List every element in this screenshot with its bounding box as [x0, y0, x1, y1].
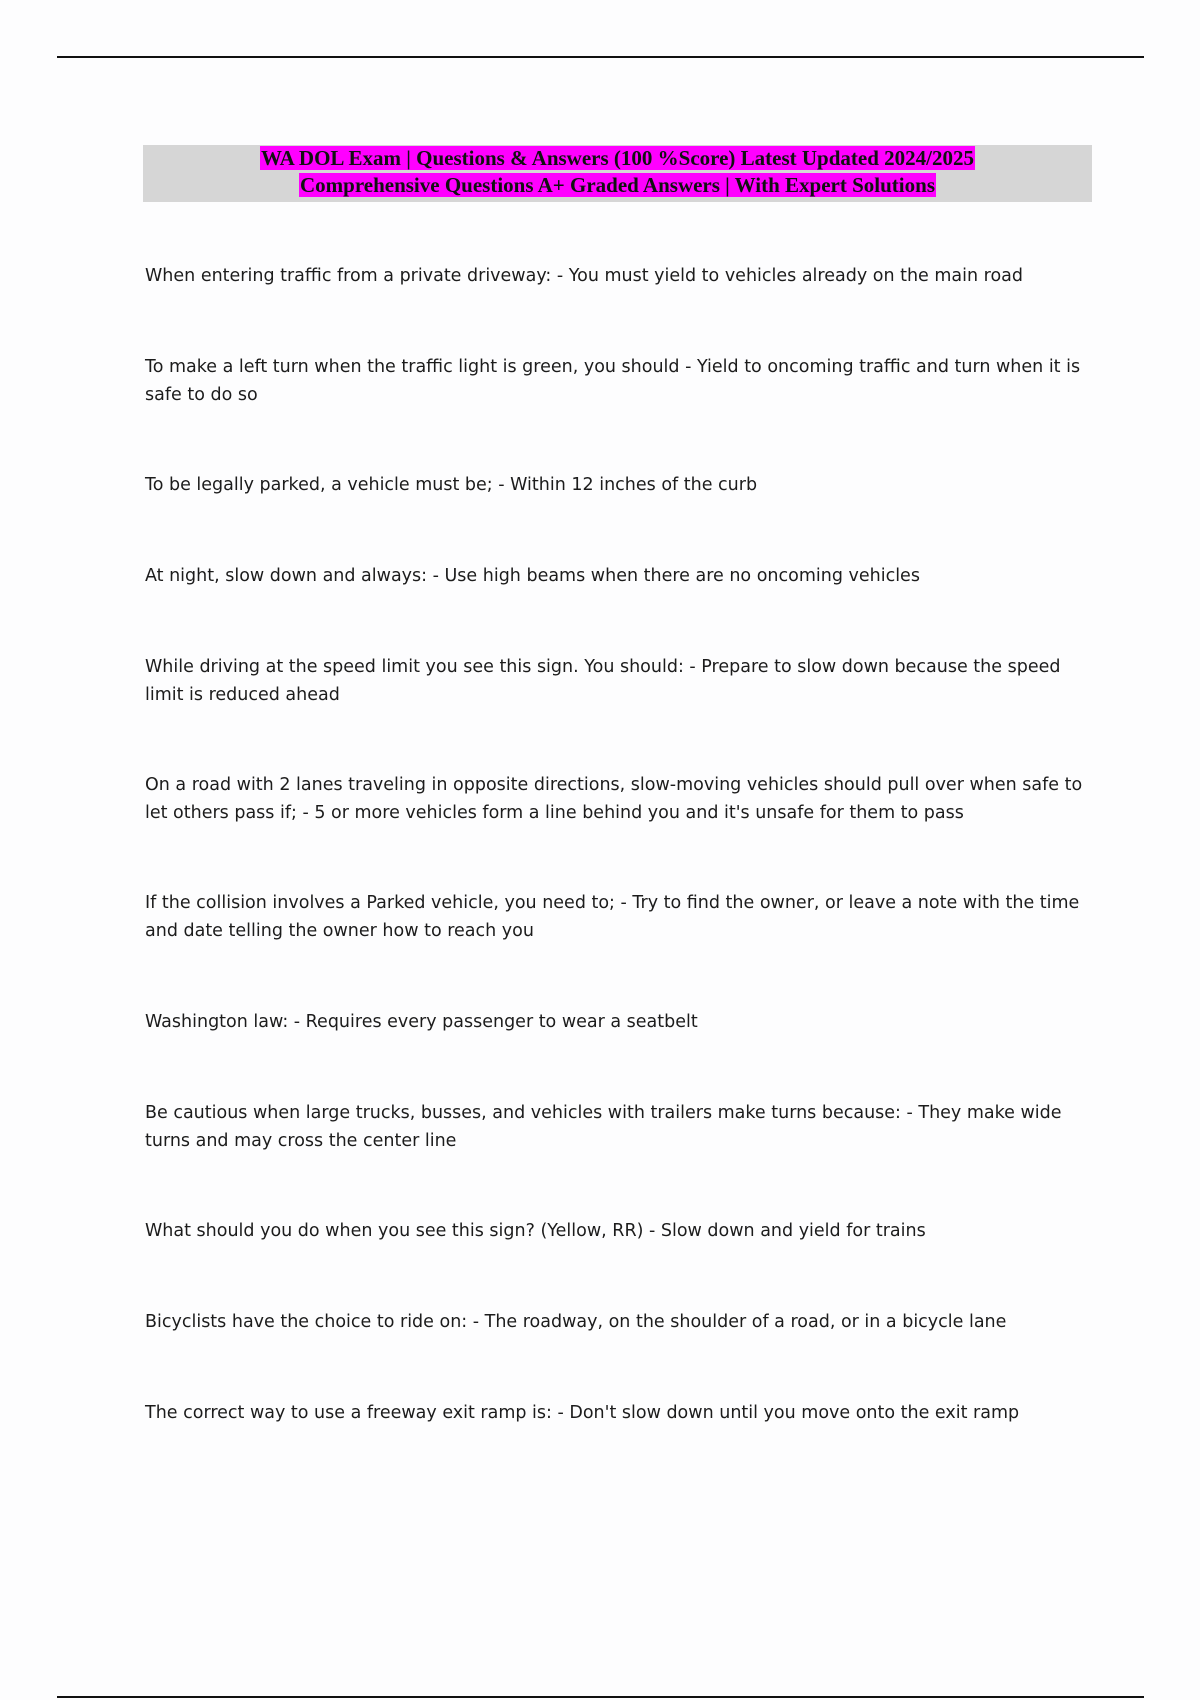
- qa-item: On a road with 2 lanes traveling in opposite directions, slow-moving vehicles should pull over when safe to let others pass if; - 5 or more vehicles form a line behind you and it's unsafe for them to pass: [145, 775, 1083, 823]
- question-answer-list: [145, 262, 1090, 1427]
- title-line-1: WA DOL Exam | Questions & Answers (100 %Score) Latest Updated 2024/2025: [260, 146, 974, 170]
- qa-item: Washington law: - Requires every passenger to wear a seatbelt: [145, 1012, 698, 1032]
- qa-item: To be legally parked, a vehicle must be; - Within 12 inches of the curb: [145, 475, 758, 495]
- qa-item: To make a left turn when the traffic light is green, you should - Yield to oncoming traffic and turn when it is safe to do so: [145, 357, 1081, 405]
- top-rule: [57, 56, 1144, 58]
- qa-item: At night, slow down and always: - Use high beams when there are no oncoming vehicles: [145, 566, 920, 586]
- qa-item: The correct way to use a freeway exit ramp is: - Don't slow down until you move onto the exit ramp: [145, 1403, 1020, 1423]
- qa-item: Bicyclists have the choice to ride on: - The roadway, on the shoulder of a road, or in a bicycle lane: [145, 1312, 1007, 1332]
- bottom-rule: [57, 1696, 1144, 1698]
- qa-item: While driving at the speed limit you see this sign. You should: - Prepare to slow down because the speed limit is reduced ahead: [145, 657, 1061, 705]
- qa-item: If the collision involves a Parked vehicle, you need to; - Try to find the owner, or leave a note with the time and date telling the owner how to reach you: [145, 893, 1080, 941]
- qa-item: What should you do when you see this sign? (Yellow, RR) - Slow down and yield for trains: [145, 1221, 926, 1241]
- title-line-2: Comprehensive Questions A+ Graded Answers | With Expert Solutions: [299, 173, 935, 197]
- qa-item: Be cautious when large trucks, busses, and vehicles with trailers make turns because: - They make wide turns and may cross the center line: [145, 1103, 1062, 1151]
- document-title: [143, 145, 1092, 202]
- qa-item: When entering traffic from a private driveway: - You must yield to vehicles already on the main road: [145, 266, 1024, 286]
